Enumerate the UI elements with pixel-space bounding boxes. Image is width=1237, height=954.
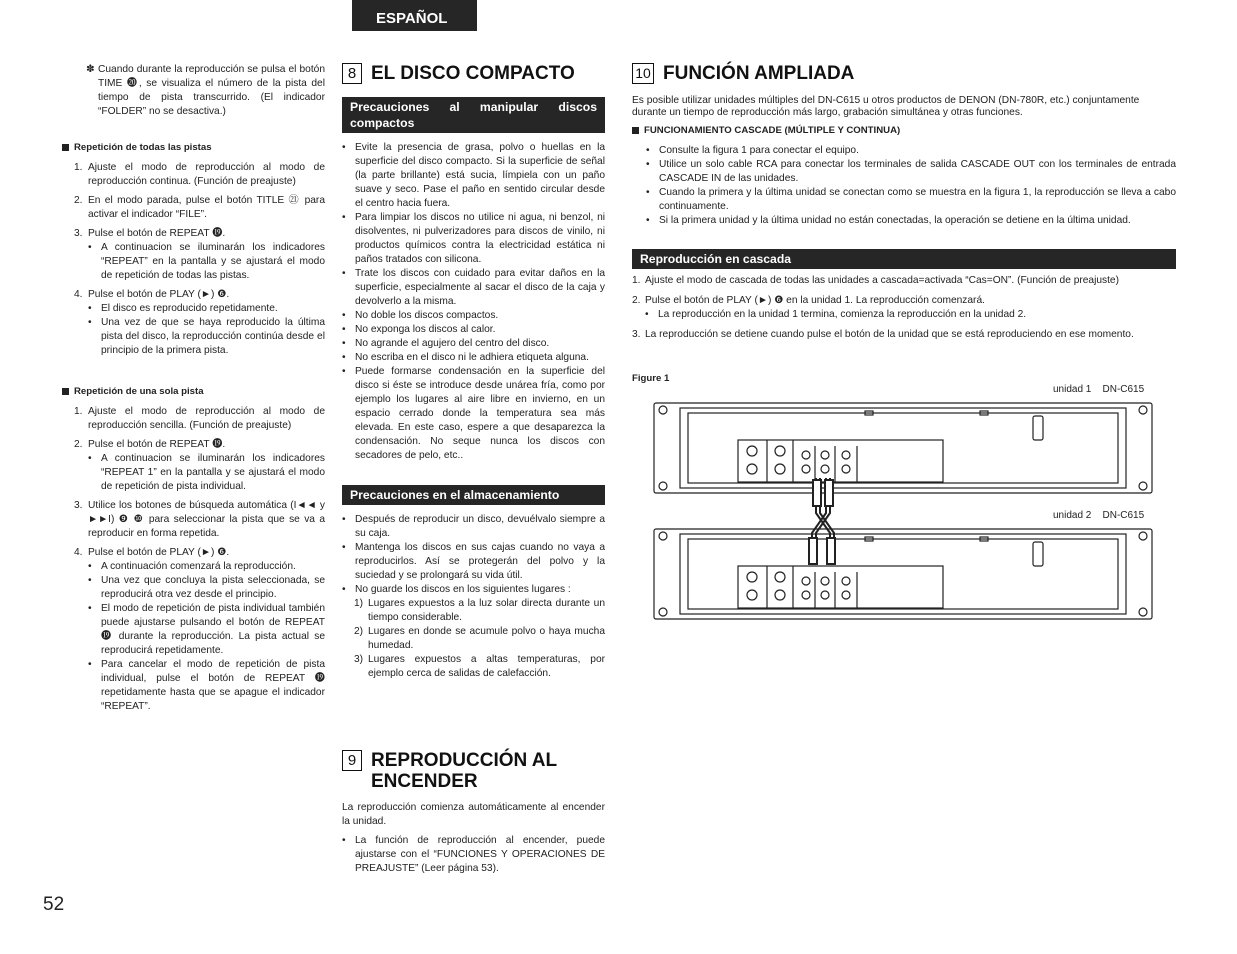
cascade-playback-bar: Reproducción en cascada bbox=[632, 249, 1176, 269]
list-item bbox=[88, 316, 325, 358]
bullet-icon: • bbox=[342, 324, 346, 335]
list-item-text: No agrande el agujero del centro del disco. bbox=[355, 338, 550, 349]
list-item-text: No escriba en el disco ni le adhiera etiqueta alguna. bbox=[355, 352, 589, 363]
bullet-icon: • bbox=[88, 303, 92, 314]
repeat-all-title: Repetición de todas las pistas bbox=[74, 142, 212, 153]
bullet-icon: • bbox=[342, 584, 346, 595]
bullet-icon: • bbox=[646, 187, 650, 198]
section-number-box: 10 bbox=[632, 63, 654, 84]
list-item-text: A continuacion se iluminarán los indicadores “REPEAT 1” en la pantalla y se ajustará el modo de repetición de pista individual. bbox=[101, 453, 325, 492]
list-item bbox=[88, 452, 325, 494]
step-number: 2. bbox=[74, 195, 83, 206]
place-text: Lugares en donde se acumule polvo o haya mucha humedad. bbox=[368, 626, 605, 651]
list-item bbox=[646, 158, 1176, 186]
list-item-text: Trate los discos con cuidado para evitar daños en la superficie, especialmente al sacar el disco de la caja y devolverlo a la misma. bbox=[355, 268, 605, 307]
bullet-icon: • bbox=[342, 835, 346, 846]
step-text: Pulse el botón de REPEAT ⓳. bbox=[88, 228, 226, 239]
step-number: 1. bbox=[632, 275, 641, 286]
step-text: Ajuste el modo de reproducción al modo de reproducción sencilla. (Función de preajuste) bbox=[88, 406, 325, 431]
unit-1-rear-panel bbox=[654, 403, 1152, 493]
step-item bbox=[632, 328, 1176, 342]
step-text: Pulse el botón de PLAY (►) ❻. bbox=[88, 547, 230, 558]
section-9-title bbox=[371, 750, 557, 792]
step-number: 3. bbox=[74, 500, 83, 511]
list-item-text: A continuación comenzará la reproducción. bbox=[101, 561, 296, 572]
rca-cables bbox=[809, 478, 835, 564]
cascade-steps bbox=[632, 274, 1176, 342]
bullet-icon: • bbox=[646, 145, 650, 156]
step-text: La reproducción se detiene cuando pulse el botón de la unidad que se está reproduciendo en ese momento. bbox=[645, 329, 1134, 340]
step-number: 3. bbox=[632, 329, 641, 340]
unit-1-model: DN-C615 bbox=[1102, 384, 1145, 395]
repeat-single-heading bbox=[62, 385, 325, 399]
unit-2-model: DN-C615 bbox=[1102, 510, 1145, 521]
list-item-text: Una vez que concluya la pista seleccionada, se reproducirá otra vez desde el principio. bbox=[101, 575, 325, 600]
section-10-title: FUNCIÓN AMPLIADA bbox=[663, 63, 855, 84]
bullet-icon: • bbox=[88, 659, 92, 670]
list-item-text: Para cancelar el modo de repetición de pista individual, pulse el botón de REPEAT ⓳ repetidamente hasta que se apague el indicador “REPEAT”. bbox=[101, 659, 325, 712]
list-item-text: Para limpiar los discos no utilice ni agua, ni benzol, ni disolventes, ni pulverizadores para discos de vinilo, ni productos químicos contra la electricidad estática ni paños tratados con silicona. bbox=[355, 212, 605, 265]
bullet-icon: • bbox=[342, 352, 346, 363]
list-item-text: A continuacion se iluminarán los indicadores “REPEAT” en la pantalla y se ajustará el modo de repetición de todas las pistas. bbox=[101, 242, 325, 281]
list-item-text: No exponga los discos al calor. bbox=[355, 324, 496, 335]
step-item bbox=[62, 546, 325, 714]
step-text: Utilice los botones de búsqueda automática (I◄◄ y ►►I) ❾ ❿ para seleccionar la pista que se va a reproducir en forma repetida. bbox=[88, 500, 325, 539]
section-number-box: 8 bbox=[342, 63, 362, 84]
square-bullet-icon bbox=[62, 144, 69, 151]
list-item bbox=[342, 211, 605, 267]
place-item bbox=[342, 625, 605, 653]
cascade-heading bbox=[632, 124, 1176, 138]
bullet-icon: • bbox=[88, 453, 92, 464]
unit-1-name: unidad 1 bbox=[1053, 384, 1092, 395]
list-item bbox=[342, 351, 605, 365]
cascade-title: FUNCIONAMIENTO CASCADE (MÚLTIPLE Y CONTINUA) bbox=[644, 125, 901, 136]
list-item bbox=[88, 560, 325, 574]
storage-places-list bbox=[342, 597, 605, 681]
section-number-box: 9 bbox=[342, 750, 362, 771]
unit-1-label bbox=[1053, 383, 1144, 397]
bullet-icon: • bbox=[342, 310, 346, 321]
bullet-icon: • bbox=[646, 159, 650, 170]
step-text: Ajuste el modo de cascada de todas las unidades a cascada=activada “Cas=ON”. (Función de preajuste) bbox=[645, 275, 1119, 286]
place-text: Lugares expuestos a altas temperaturas, por ejemplo cerca de salidas de calefacción. bbox=[368, 654, 605, 679]
list-item-text: No guarde los discos en los siguientes lugares : bbox=[355, 584, 571, 595]
list-item-text: Una vez de que se haya reproducido la última pista del disco, la reproducción continúa desde el principio de la primera pista. bbox=[101, 317, 325, 356]
bullet-icon: • bbox=[88, 317, 92, 328]
list-item bbox=[88, 602, 325, 658]
list-item-text: Mantenga los discos en sus cajas cuando no vaya a reproducirlos. Así se protegerán del polvo y la suciedad y se prolongará su vida útil. bbox=[355, 542, 605, 581]
section-9-heading bbox=[342, 750, 605, 792]
section-9-list bbox=[342, 834, 605, 876]
bullet-icon: • bbox=[645, 309, 649, 320]
list-item-text: Si la primera unidad y la última unidad no están conectadas, la operación se detiene en la última unidad. bbox=[659, 215, 1131, 226]
step-item bbox=[62, 194, 325, 222]
place-number: 2) bbox=[354, 626, 364, 637]
list-item-text: Utilice un solo cable RCA para conectar los terminales de salida CASCADE OUT con los terminales de entrada CASCADE IN de las unidades. bbox=[659, 159, 1176, 184]
place-item bbox=[342, 597, 605, 625]
list-item-text: Puede formarse condensación en la superficie del disco si éste se introduce desde unárea fría, como por ejemplo los lugares al aire libre en invierno, en un espacio cerrado donde la temperatura sea más elevada. En este caso, espere a que desaparezca la condensación. No seque nunca los discos con secadores de pelo, etc.. bbox=[355, 366, 605, 461]
list-item bbox=[342, 583, 605, 597]
bullet-icon: • bbox=[88, 575, 92, 586]
list-item bbox=[342, 309, 605, 323]
list-item bbox=[88, 658, 325, 714]
section-8-title: EL DISCO COMPACTO bbox=[371, 63, 575, 84]
step-text: Pulse el botón de PLAY (►) ❻ en la unidad 1. La reproducción comenzará. bbox=[645, 295, 985, 306]
step-number: 2. bbox=[74, 439, 83, 450]
step-item bbox=[62, 438, 325, 494]
list-item bbox=[88, 302, 325, 316]
list-item bbox=[646, 186, 1176, 214]
repeat-single-steps bbox=[62, 405, 325, 714]
time-button-note bbox=[62, 63, 325, 119]
list-item bbox=[646, 214, 1176, 228]
step-number: 4. bbox=[74, 547, 83, 558]
figure-label: Figure 1 bbox=[632, 373, 670, 384]
section-10-heading bbox=[632, 63, 1176, 84]
section-8-heading bbox=[342, 63, 605, 84]
page-number: 52 bbox=[43, 894, 65, 915]
step-item bbox=[62, 161, 325, 189]
list-item bbox=[88, 241, 325, 283]
bullet-icon: • bbox=[88, 603, 92, 614]
section-10-intro: Es posible utilizar unidades múltiples del DN-C615 u otros productos de DENON (DN-780R, etc.) conjuntamente durante un tiempo de reproducción más largo, grabación simultánea y otras funciones. bbox=[632, 95, 1140, 118]
handling-precautions-list bbox=[342, 141, 605, 463]
bullet-icon: • bbox=[342, 514, 346, 525]
note-mark: ✽ bbox=[86, 64, 95, 75]
bullet-icon: • bbox=[646, 215, 650, 226]
repeat-single-title: Repetición de una sola pista bbox=[74, 386, 204, 397]
bullet-icon: • bbox=[342, 268, 346, 279]
storage-precautions-bar: Precauciones en el almacenamiento bbox=[342, 485, 605, 505]
note-text: Cuando durante la reproducción se pulsa el botón TIME ⓴, se visualiza el número de la pista del tiempo de pista transcurrido. (El indicador “FOLDER” no se desactiva.) bbox=[98, 64, 325, 117]
step-bullets bbox=[88, 560, 325, 714]
bullet-icon: • bbox=[342, 366, 346, 377]
step-item bbox=[632, 274, 1176, 288]
square-bullet-icon bbox=[62, 388, 69, 395]
list-item-text: Después de reproducir un disco, devuélvalo siempre a su caja. bbox=[355, 514, 605, 539]
column-middle bbox=[342, 63, 605, 681]
repeat-all-steps bbox=[62, 161, 325, 358]
step-item bbox=[62, 499, 325, 541]
list-item-text: La reproducción en la unidad 1 termina, comienza la reproducción en la unidad 2. bbox=[658, 309, 1027, 320]
step-item bbox=[62, 288, 325, 358]
list-item bbox=[646, 144, 1176, 158]
list-item-text: No doble los discos compactos. bbox=[355, 310, 499, 321]
bullet-icon: • bbox=[342, 542, 346, 553]
list-item bbox=[342, 267, 605, 309]
list-item bbox=[342, 834, 605, 876]
bullet-icon: • bbox=[342, 212, 346, 223]
list-item bbox=[342, 141, 605, 211]
bullet-icon: • bbox=[342, 142, 346, 153]
step-item bbox=[62, 405, 325, 433]
column-left bbox=[62, 63, 325, 719]
step-text: Pulse el botón de PLAY (►) ❻. bbox=[88, 289, 230, 300]
cascade-list bbox=[632, 144, 1176, 228]
section-9-title-line2: ENCENDER bbox=[371, 771, 478, 792]
place-item bbox=[342, 653, 605, 681]
list-item bbox=[645, 308, 1176, 322]
section-9-intro: La reproducción comienza automáticamente al encender la unidad. bbox=[342, 802, 605, 827]
step-number: 1. bbox=[74, 162, 83, 173]
column-right bbox=[632, 63, 1176, 348]
step-bullets bbox=[88, 241, 325, 283]
step-bullets bbox=[88, 302, 325, 358]
step-number: 1. bbox=[74, 406, 83, 417]
list-item-text: Consulte la figura 1 para conectar el equipo. bbox=[659, 145, 859, 156]
step-text: Ajuste el modo de reproducción al modo de reproducción continua. (Función de preajuste) bbox=[88, 162, 325, 187]
unit-2-rear-panel bbox=[654, 529, 1152, 619]
language-tab: ESPAÑOL bbox=[352, 0, 477, 31]
handling-precautions-bar: Precauciones al manipular discos compactos bbox=[342, 97, 605, 133]
square-bullet-icon bbox=[632, 127, 639, 134]
bullet-icon: • bbox=[342, 338, 346, 349]
list-item bbox=[342, 541, 605, 583]
place-text: Lugares expuestos a la luz solar directa durante un tiempo considerable. bbox=[368, 598, 605, 623]
step-item bbox=[62, 227, 325, 283]
unit-2-name: unidad 2 bbox=[1053, 510, 1092, 521]
bullet-icon: • bbox=[88, 561, 92, 572]
step-bullets bbox=[88, 452, 325, 494]
list-item bbox=[342, 337, 605, 351]
step-number: 2. bbox=[632, 295, 641, 306]
section-9-title-line1: REPRODUCCIÓN AL bbox=[371, 750, 558, 771]
repeat-all-heading bbox=[62, 141, 325, 155]
list-item bbox=[342, 323, 605, 337]
list-item-text: El disco es reproducido repetidamente. bbox=[101, 303, 278, 314]
list-item-text: El modo de repetición de pista individual también puede ajustarse pulsando el botón de REPEAT ⓳ durante la reproducción. La pista actual se reproducirá repetidamente. bbox=[101, 603, 325, 656]
list-item-text: Cuando la primera y la última unidad se conectan como se muestra en la figura 1, la reproducción se lleva a cabo continuamente. bbox=[659, 187, 1176, 212]
bullet-icon: • bbox=[88, 242, 92, 253]
storage-precautions-list bbox=[342, 513, 605, 597]
step-text: En el modo parada, pulse el botón TITLE ㉑ para activar el indicador “FILE”. bbox=[88, 195, 325, 220]
step-item bbox=[632, 294, 1176, 322]
step-number: 4. bbox=[74, 289, 83, 300]
step-number: 3. bbox=[74, 228, 83, 239]
step-text: Pulse el botón de REPEAT ⓳. bbox=[88, 439, 226, 450]
section-9 bbox=[342, 750, 605, 876]
list-item bbox=[342, 513, 605, 541]
place-number: 1) bbox=[354, 598, 364, 609]
place-number: 3) bbox=[354, 654, 364, 665]
step-bullets bbox=[645, 308, 1176, 322]
cascade-connection-diagram bbox=[650, 398, 1160, 648]
list-item-text: Evite la presencia de grasa, polvo o huellas en la superficie del disco compacto. Si la superficie de señal (la parte brillante) está sucia, límpiela con un paño suave y seco. Pase el paño en sentido circular desde el centro hacia fuera. bbox=[355, 142, 605, 209]
list-item-text: La función de reproducción al encender, puede ajustarse con el “FUNCIONES Y OPERACIONES DE PREAJUSTE” (Leer página 53). bbox=[355, 835, 605, 874]
list-item bbox=[342, 365, 605, 463]
list-item bbox=[88, 574, 325, 602]
